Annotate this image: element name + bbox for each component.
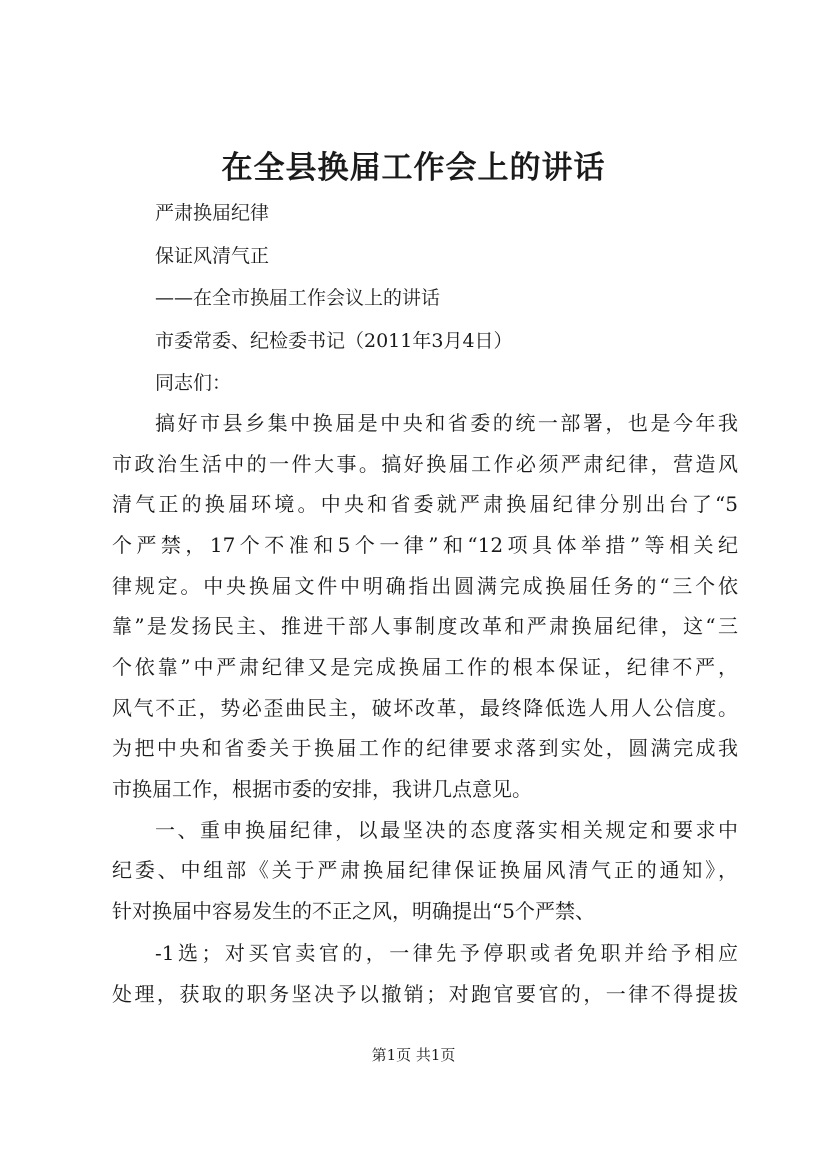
paragraph-line: 搞好市县乡集中换届是中央和省委的统一部署，也是今年我 (155, 411, 738, 435)
paragraph-line: 市政治生活中的一件大事。搞好换届工作必须严肃纪律，营造风 (112, 452, 738, 476)
salutation-line: 同志们： (155, 372, 232, 394)
paragraph-line: 市换届工作，根据市委的安排，我讲几点意见。 (112, 777, 532, 801)
paragraph-line: 针对换届中容易发生的不正之风，明确提出“5个严禁、 (112, 899, 595, 923)
paragraph-line: 处理，获取的职务坚决予以撤销；对跑官要官的，一律不得提拔 (112, 982, 738, 1006)
paragraph-line: -1选；对买官卖官的，一律先予停职或者免职并给予相应 (155, 941, 738, 965)
paragraph-line: 个严禁，17个不准和5个一律”和“12项具体举措”等相关纪 (112, 533, 738, 557)
document-title: 在全县换届工作会上的讲话 (221, 150, 606, 186)
paragraph-line: 一、重申换届纪律，以最坚决的态度落实相关规定和要求中 (155, 818, 738, 842)
paragraph-line: 个依靠”中严肃纪律又是完成换届工作的根本保证，纪律不严， (112, 655, 738, 679)
subtitle-line: 保证风清气正 (155, 245, 270, 267)
paragraph-line: 风气不正，势必歪曲民主，破坏改革，最终降低选人用人公信度。 (112, 696, 738, 720)
paragraph-line: 纪委、中组部《关于严肃换届纪律保证换届风清气正的通知》， (112, 858, 738, 882)
speaker-date-line: 市委常委、纪检委书记（2011年3月4日） (155, 330, 513, 352)
speech-occasion-line: ——在全市换届工作会议上的讲话 (155, 287, 441, 309)
paragraph-line: 律规定。中央换届文件中明确指出圆满完成换届任务的“三个依 (112, 574, 738, 598)
paragraph-line: 清气正的换届环境。中央和省委就严肃换届纪律分别出台了“5 (112, 492, 738, 516)
paragraph-line: 为把中央和省委关于换届工作的纪律要求落到实处，圆满完成我 (112, 736, 738, 760)
subtitle-line: 严肃换届纪律 (155, 202, 270, 224)
page-number-footer: 第1页 共1页 (371, 1046, 456, 1064)
paragraph-line: 靠”是发扬民主、推进干部人事制度改革和严肃换届纪律，这“三 (112, 614, 738, 638)
